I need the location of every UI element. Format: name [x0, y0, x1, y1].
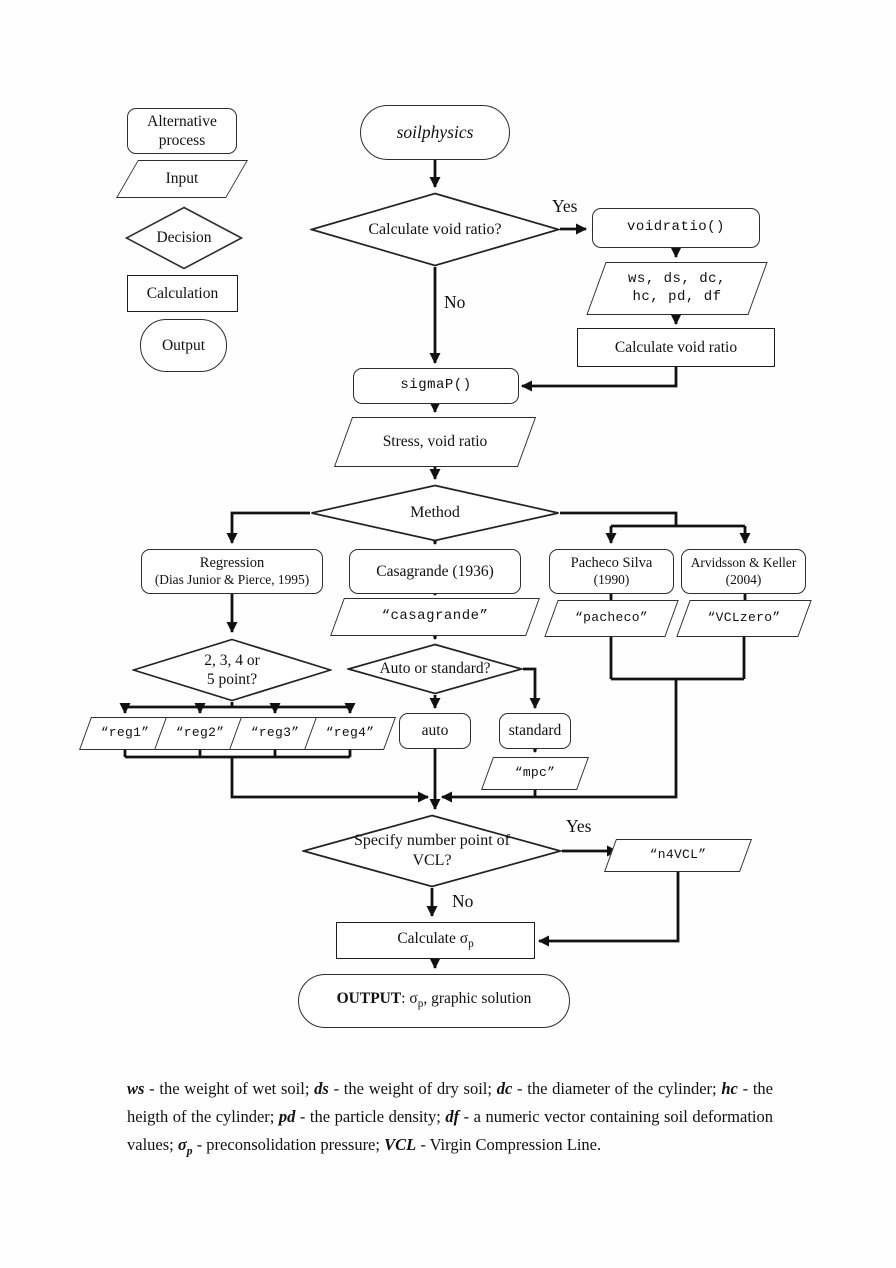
input-void-parameters-line1: ws, ds, dc, — [628, 271, 726, 287]
label-no-vcl: No — [452, 891, 474, 911]
arg-pacheco-label: “pacheco” — [575, 610, 648, 626]
arg-mpc — [487, 757, 583, 790]
voidratio-function-label: voidratio() — [627, 219, 725, 236]
arg-reg3 — [235, 717, 315, 750]
sigmap-function — [353, 368, 519, 404]
legend-calculation — [127, 275, 238, 312]
arg-reg2 — [160, 717, 240, 750]
legend-alternative-process-label: Alternative process — [147, 112, 217, 149]
edge-autostd-to-standard — [523, 669, 535, 708]
sigmap-function-label: sigmaP() — [400, 377, 472, 394]
arg-reg1 — [85, 717, 165, 750]
method-regression-line1: Regression — [199, 555, 265, 572]
label-yes-vcl: Yes — [566, 816, 592, 836]
arg-reg4 — [310, 717, 390, 750]
legend-alternative-process — [127, 108, 237, 154]
arg-reg1-label: “reg1” — [100, 725, 150, 741]
arg-reg3-label: “reg3” — [250, 725, 300, 741]
decision-method — [310, 484, 560, 542]
calc-sigma-p — [336, 922, 535, 959]
option-standard-label: standard — [508, 722, 562, 740]
option-auto-label: auto — [421, 722, 449, 740]
legend-decision — [125, 206, 243, 270]
input-stress-void-ratio-label: Stress, void ratio — [382, 433, 488, 451]
voidratio-function — [592, 208, 760, 248]
method-pacheco-line2: (1990) — [593, 572, 630, 588]
decision-calculate-void-ratio — [310, 192, 560, 267]
method-arvidsson-line1: Arvidsson & Keller — [690, 554, 797, 570]
calc-sigma-p-label: Calculate $\sigma_p$ — [397, 929, 474, 951]
decision-calculate-void-ratio-label: Calculate void ratio? — [368, 220, 502, 238]
decision-auto-standard-text: Auto or standard? — [379, 660, 491, 678]
method-pacheco-silva — [549, 549, 674, 594]
edge-method-to-regression — [232, 513, 310, 543]
decision-specify-vcl — [302, 814, 562, 888]
start-label: soilphysics — [396, 121, 474, 142]
start-node — [360, 105, 510, 160]
arg-vclzero-label: “VCLzero” — [707, 610, 781, 626]
arg-vclzero — [683, 600, 805, 637]
option-standard — [499, 713, 571, 749]
edge-calcvoid-to-sigmap — [522, 367, 676, 386]
output-node — [298, 974, 570, 1028]
decision-points-line1: 2, 3, 4 or — [204, 651, 260, 669]
decision-points — [132, 638, 332, 702]
method-regression-line2: (Dias Junior & Pierce, 1995) — [154, 572, 310, 588]
legend-decision-label: Decision — [156, 229, 212, 247]
arg-casagrande — [337, 598, 533, 636]
method-arvidsson-keller — [681, 549, 806, 594]
arg-pacheco — [551, 600, 672, 637]
label-yes-void: Yes — [552, 196, 578, 216]
edge-method-right-elbow — [560, 513, 676, 526]
method-pacheco-line1: Pacheco Silva — [570, 555, 653, 572]
decision-specify-vcl-line1: Specify number point of — [354, 832, 510, 849]
legend-input — [127, 160, 237, 198]
decision-method-label: Method — [410, 504, 460, 521]
stems-right-join — [611, 637, 744, 679]
legend-calculation-label: Calculation — [146, 284, 219, 302]
method-casagrande — [349, 549, 521, 594]
decision-specify-vcl-line2: VCL? — [412, 852, 452, 869]
calc-void-ratio — [577, 328, 775, 367]
footer-note: ws - the weight of wet soil; ds - the weight of dry soil; dc - the diameter of the cylinder; hc - the heigth of the cylinder; pd - the particle density; df - a numeric vector containing soil deformation values; $\sigma_p$ - preconsolidation pressure; VCL - Virgin Compression Line. — [127, 1078, 774, 1157]
method-regression — [141, 549, 323, 594]
input-void-parameters — [596, 262, 758, 315]
output-node-label: OUTPUT: $\sigma_p$, graphic solution — [336, 990, 532, 1011]
label-no-void: No — [444, 292, 466, 312]
method-arvidsson-line2: (2004) — [725, 571, 762, 587]
decision-auto-standard — [347, 643, 523, 695]
edge-reg-to-junction — [232, 757, 428, 797]
input-void-parameters-line2: hc, pd, df — [632, 288, 722, 305]
calc-void-ratio-label: Calculate void ratio — [614, 338, 738, 356]
arg-n4vcl — [610, 839, 746, 872]
input-stress-void-ratio — [343, 417, 527, 467]
option-auto — [399, 713, 471, 749]
arg-n4vcl-label: “n4VCL” — [649, 847, 707, 863]
decision-points-line2: 5 point? — [206, 671, 258, 688]
legend-output — [140, 319, 227, 372]
legend-output-label: Output — [161, 336, 206, 354]
arg-mpc-label: “mpc” — [514, 765, 556, 781]
method-casagrande-label: Casagrande (1936) — [376, 562, 494, 580]
legend-input-label: Input — [165, 170, 199, 188]
arg-reg4-label: “reg4” — [325, 725, 375, 741]
arg-reg2-label: “reg2” — [175, 725, 225, 741]
arg-casagrande-label: “casagrande” — [381, 608, 489, 625]
